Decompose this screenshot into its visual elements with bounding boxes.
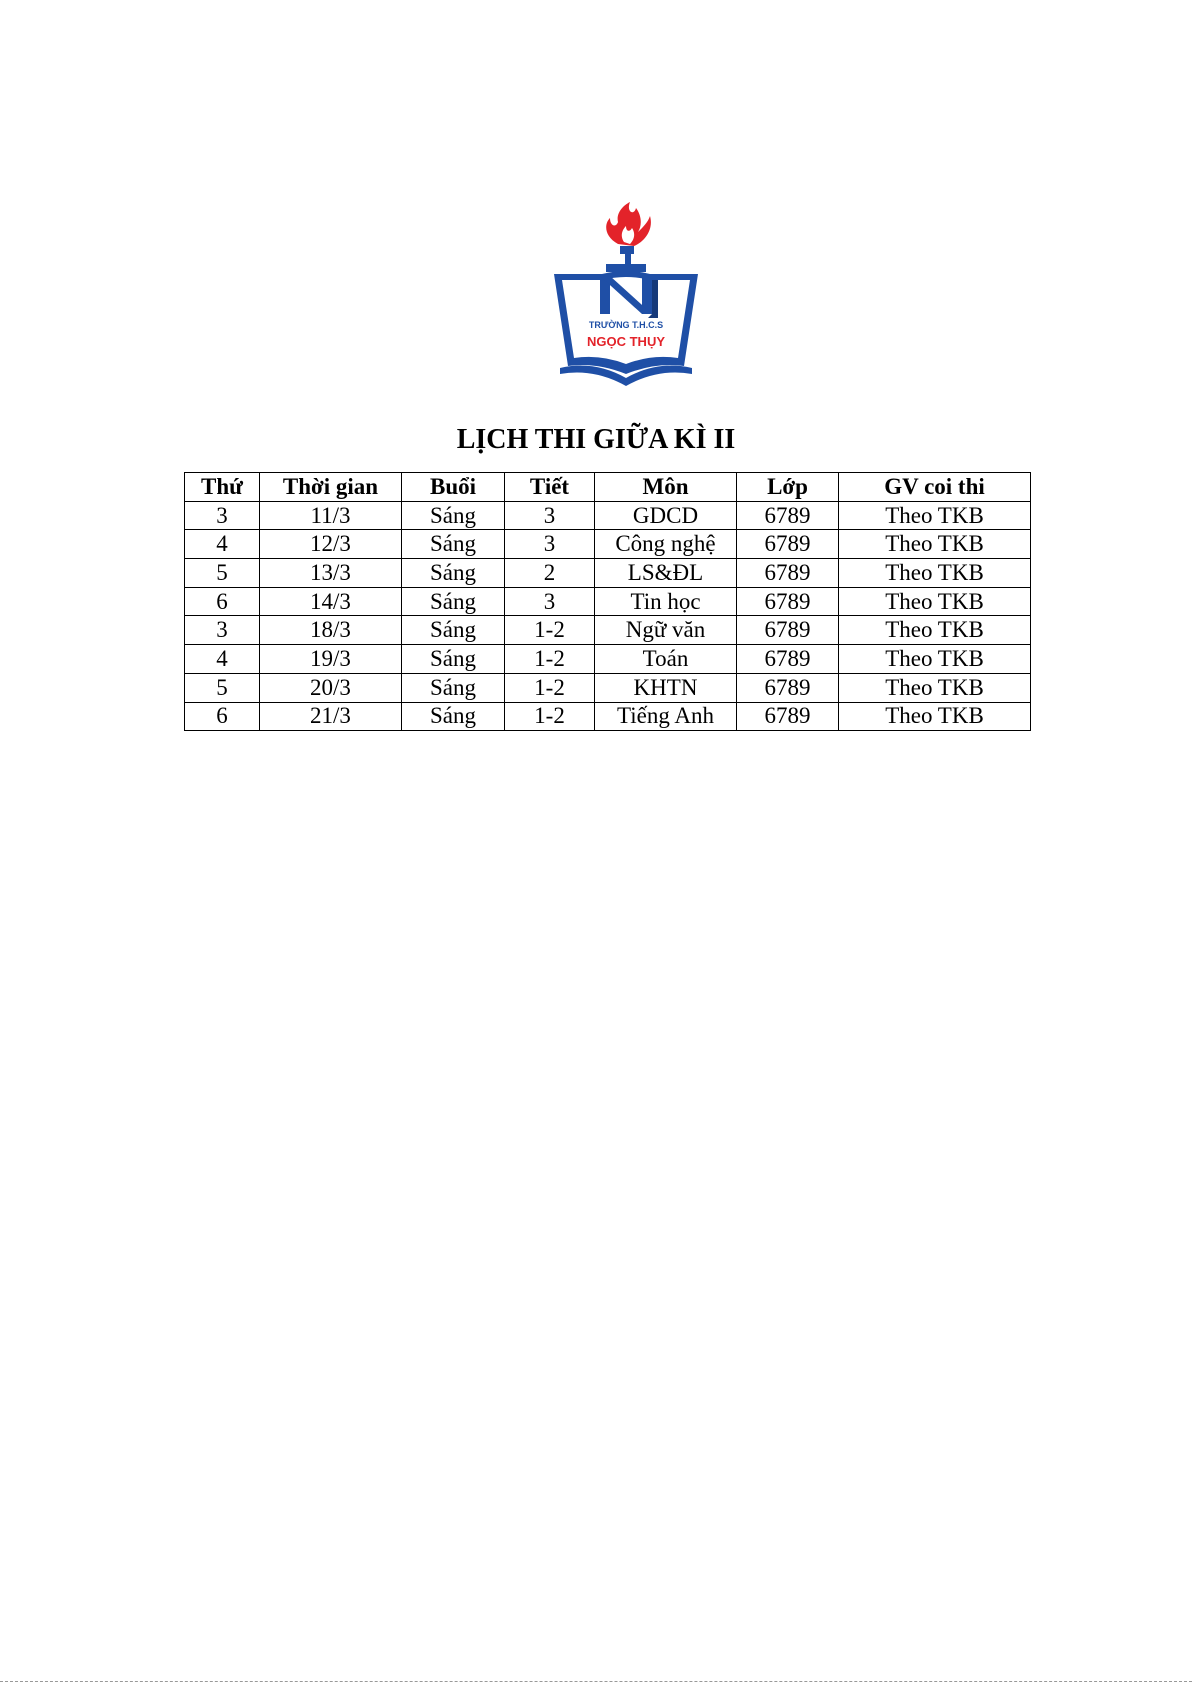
cell-thoi-gian: 14/3 — [260, 587, 402, 616]
cell-gv-coi-thi: Theo TKB — [839, 702, 1031, 731]
cell-buoi: Sáng — [402, 501, 505, 530]
cell-mon: Tin học — [595, 587, 737, 616]
cell-mon: Công nghệ — [595, 530, 737, 559]
cell-gv-coi-thi: Theo TKB — [839, 559, 1031, 588]
cell-thu: 6 — [185, 702, 260, 731]
cell-tiet: 1-2 — [505, 673, 595, 702]
cell-thoi-gian: 11/3 — [260, 501, 402, 530]
cell-lop: 6789 — [737, 559, 839, 588]
cell-thu: 3 — [185, 501, 260, 530]
cell-thoi-gian: 18/3 — [260, 616, 402, 645]
svg-text:NGỌC THỤY: NGỌC THỤY — [587, 334, 665, 349]
cell-mon: Tiếng Anh — [595, 702, 737, 731]
cell-lop: 6789 — [737, 702, 839, 731]
cell-tiet: 3 — [505, 501, 595, 530]
table-header-row — [185, 473, 1031, 502]
header-lop: Lớp — [737, 473, 839, 502]
cell-thu: 5 — [185, 673, 260, 702]
cell-tiet: 1-2 — [505, 702, 595, 731]
table-row — [185, 616, 1031, 645]
table-row — [185, 559, 1031, 588]
cell-gv-coi-thi: Theo TKB — [839, 673, 1031, 702]
cell-thu: 4 — [185, 645, 260, 674]
table-row — [185, 530, 1031, 559]
cell-lop: 6789 — [737, 501, 839, 530]
exam-schedule-table — [184, 472, 1031, 731]
cell-lop: 6789 — [737, 673, 839, 702]
cell-thu: 6 — [185, 587, 260, 616]
page-title: LỊCH THI GIỮA KÌ II — [456, 424, 736, 455]
cell-mon: LS&ĐL — [595, 559, 737, 588]
table-row — [185, 673, 1031, 702]
page-bottom-divider — [0, 1681, 1192, 1682]
table-row — [185, 645, 1031, 674]
cell-tiet: 1-2 — [505, 645, 595, 674]
header-thoi-gian: Thời gian — [260, 473, 402, 502]
header-gv-coi-thi: GV coi thi — [839, 473, 1031, 502]
svg-text:TRƯỜNG T.H.C.S: TRƯỜNG T.H.C.S — [588, 320, 664, 330]
cell-gv-coi-thi: Theo TKB — [839, 530, 1031, 559]
cell-tiet: 3 — [505, 587, 595, 616]
cell-gv-coi-thi: Theo TKB — [839, 645, 1031, 674]
cell-thoi-gian: 21/3 — [260, 702, 402, 731]
cell-buoi: Sáng — [402, 587, 505, 616]
cell-thoi-gian: 20/3 — [260, 673, 402, 702]
table-row — [185, 587, 1031, 616]
cell-buoi: Sáng — [402, 702, 505, 731]
cell-thu: 3 — [185, 616, 260, 645]
cell-thoi-gian: 19/3 — [260, 645, 402, 674]
cell-lop: 6789 — [737, 587, 839, 616]
cell-thu: 4 — [185, 530, 260, 559]
cell-tiet: 2 — [505, 559, 595, 588]
cell-mon: Ngữ văn — [595, 616, 737, 645]
cell-mon: Toán — [595, 645, 737, 674]
table-row — [185, 501, 1031, 530]
cell-lop: 6789 — [737, 616, 839, 645]
cell-lop: 6789 — [737, 645, 839, 674]
cell-mon: GDCD — [595, 501, 737, 530]
cell-buoi: Sáng — [402, 673, 505, 702]
cell-tiet: 1-2 — [505, 616, 595, 645]
cell-gv-coi-thi: Theo TKB — [839, 616, 1031, 645]
cell-tiet: 3 — [505, 530, 595, 559]
cell-buoi: Sáng — [402, 530, 505, 559]
school-logo — [546, 196, 706, 392]
cell-mon: KHTN — [595, 673, 737, 702]
header-thu: Thứ — [185, 473, 260, 502]
cell-thoi-gian: 13/3 — [260, 559, 402, 588]
header-mon: Môn — [595, 473, 737, 502]
cell-buoi: Sáng — [402, 645, 505, 674]
cell-thoi-gian: 12/3 — [260, 530, 402, 559]
table-row — [185, 702, 1031, 731]
cell-gv-coi-thi: Theo TKB — [839, 501, 1031, 530]
cell-buoi: Sáng — [402, 559, 505, 588]
header-buoi: Buổi — [402, 473, 505, 502]
cell-lop: 6789 — [737, 530, 839, 559]
cell-buoi: Sáng — [402, 616, 505, 645]
cell-thu: 5 — [185, 559, 260, 588]
header-tiet: Tiết — [505, 473, 595, 502]
torch-book-logo-icon — [546, 196, 706, 392]
cell-gv-coi-thi: Theo TKB — [839, 587, 1031, 616]
